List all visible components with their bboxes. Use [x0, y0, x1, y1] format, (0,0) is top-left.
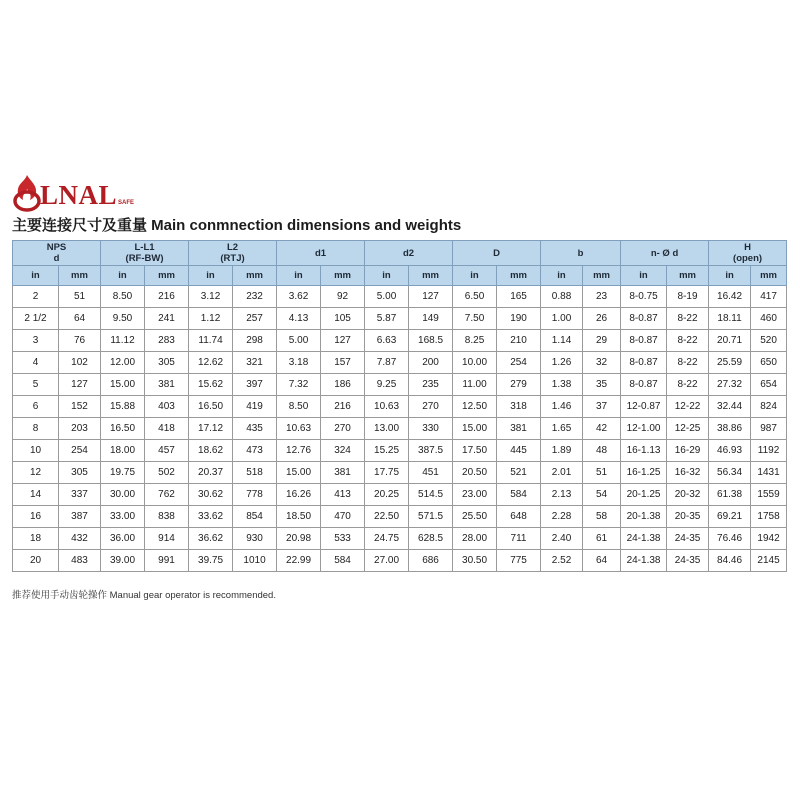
table-cell: 4 [13, 352, 59, 374]
table-cell: 165 [497, 286, 541, 308]
logo-wordmark: LNAL [40, 180, 118, 210]
table-cell: 1.14 [541, 330, 583, 352]
unit-header-mm: mm [233, 266, 277, 286]
table-cell: 824 [751, 396, 787, 418]
unit-header-mm: mm [321, 266, 365, 286]
table-cell: 16.42 [709, 286, 751, 308]
table-cell: 210 [497, 330, 541, 352]
table-cell: 1.65 [541, 418, 583, 440]
table-cell: 584 [321, 550, 365, 572]
table-cell: 502 [145, 462, 189, 484]
column-group-sublabel: (RF-BW) [125, 253, 164, 264]
table-cell: 61.38 [709, 484, 751, 506]
table-cell: 298 [233, 330, 277, 352]
table-cell: 305 [59, 462, 101, 484]
table-cell: 127 [59, 374, 101, 396]
table-cell: 241 [145, 308, 189, 330]
unit-header-in: in [541, 266, 583, 286]
table-cell: 6.63 [365, 330, 409, 352]
table-cell: 76.46 [709, 528, 751, 550]
table-cell: 2.28 [541, 506, 583, 528]
table-cell: 457 [145, 440, 189, 462]
table-cell: 775 [497, 550, 541, 572]
table-cell: 8 [13, 418, 59, 440]
table-cell: 7.50 [453, 308, 497, 330]
column-group-header [541, 241, 621, 266]
table-cell: 1431 [751, 462, 787, 484]
table-cell: 257 [233, 308, 277, 330]
table-body [13, 286, 787, 572]
table-cell: 5.00 [365, 286, 409, 308]
table-cell: 9.25 [365, 374, 409, 396]
column-group-label: n- Ø d [650, 247, 679, 259]
footnote: 推荐使用手动齿轮操作 Manual gear operator is recommended. [12, 590, 276, 601]
column-group-sublabel: d [53, 253, 60, 264]
table-cell: 1.46 [541, 396, 583, 418]
table-cell: 12-22 [667, 396, 709, 418]
table-cell: 12-1.00 [621, 418, 667, 440]
table-cell: 987 [751, 418, 787, 440]
table-cell: 6.50 [453, 286, 497, 308]
table-cell: 18.00 [101, 440, 145, 462]
column-group-label: d2 [402, 247, 415, 259]
table-cell: 36.62 [189, 528, 233, 550]
table-cell: 2 [13, 286, 59, 308]
table-cell: 778 [233, 484, 277, 506]
table-cell: 8.50 [101, 286, 145, 308]
table-cell: 23 [583, 286, 621, 308]
table-row [13, 440, 787, 462]
table-cell: 20.37 [189, 462, 233, 484]
table-cell: 12.00 [101, 352, 145, 374]
table-cell: 8-0.87 [621, 374, 667, 396]
table-cell: 36.00 [101, 528, 145, 550]
table-cell: 46.93 [709, 440, 751, 462]
table-cell: 20-1.25 [621, 484, 667, 506]
table-cell: 20-1.38 [621, 506, 667, 528]
table-cell: 13.00 [365, 418, 409, 440]
table-cell: 8.25 [453, 330, 497, 352]
table-cell: 8-0.75 [621, 286, 667, 308]
table-cell: 12.50 [453, 396, 497, 418]
column-group-header [13, 241, 101, 266]
unit-header-mm: mm [497, 266, 541, 286]
table-cell: 190 [497, 308, 541, 330]
table-cell: 23.00 [453, 484, 497, 506]
table-cell: 15.00 [101, 374, 145, 396]
table-cell: 16.50 [189, 396, 233, 418]
table-cell: 92 [321, 286, 365, 308]
column-group-header [101, 241, 189, 266]
table-cell: 337 [59, 484, 101, 506]
table-cell: 435 [233, 418, 277, 440]
group-header-row [13, 241, 787, 266]
table-cell: 2.40 [541, 528, 583, 550]
table-cell: 39.00 [101, 550, 145, 572]
unit-header-in: in [621, 266, 667, 286]
unit-header-mm: mm [409, 266, 453, 286]
unit-header-mm: mm [751, 266, 787, 286]
table-cell: 216 [321, 396, 365, 418]
table-cell: 69.21 [709, 506, 751, 528]
table-cell: 3.62 [277, 286, 321, 308]
table-cell: 15.62 [189, 374, 233, 396]
table-cell: 4.13 [277, 308, 321, 330]
table-cell: 397 [233, 374, 277, 396]
table-cell: 27.32 [709, 374, 751, 396]
table-cell: 11.00 [453, 374, 497, 396]
table-cell: 381 [145, 374, 189, 396]
unit-header-in: in [453, 266, 497, 286]
flame-ring-icon [12, 172, 42, 212]
table-cell: 16-32 [667, 462, 709, 484]
table-cell: 2 1/2 [13, 308, 59, 330]
table-cell: 127 [321, 330, 365, 352]
table-cell: 157 [321, 352, 365, 374]
table-cell: 20.25 [365, 484, 409, 506]
table-cell: 584 [497, 484, 541, 506]
table-cell: 25.59 [709, 352, 751, 374]
table-cell: 22.50 [365, 506, 409, 528]
column-group-header [189, 241, 277, 266]
table-cell: 1942 [751, 528, 787, 550]
table-cell: 686 [409, 550, 453, 572]
table-cell: 5.87 [365, 308, 409, 330]
table-cell: 27.00 [365, 550, 409, 572]
table-cell: 76 [59, 330, 101, 352]
table-row [13, 484, 787, 506]
table-cell: 15.00 [453, 418, 497, 440]
table-cell: 381 [497, 418, 541, 440]
unit-header-in: in [13, 266, 59, 286]
table-cell: 283 [145, 330, 189, 352]
table-cell: 9.50 [101, 308, 145, 330]
table-cell: 20.98 [277, 528, 321, 550]
table-cell: 30.00 [101, 484, 145, 506]
table-cell: 22.99 [277, 550, 321, 572]
unit-header-mm: mm [59, 266, 101, 286]
table-row [13, 418, 787, 440]
table-cell: 1559 [751, 484, 787, 506]
table-cell: 2.52 [541, 550, 583, 572]
table-cell: 520 [751, 330, 787, 352]
table-cell: 10.63 [365, 396, 409, 418]
table-cell: 102 [59, 352, 101, 374]
table-cell: 470 [321, 506, 365, 528]
table-cell: 838 [145, 506, 189, 528]
table-cell: 20-35 [667, 506, 709, 528]
table-cell: 51 [59, 286, 101, 308]
table-cell: 38.86 [709, 418, 751, 440]
table-cell: 0.88 [541, 286, 583, 308]
table-cell: 1.38 [541, 374, 583, 396]
table-cell: 2.13 [541, 484, 583, 506]
table-cell: 1010 [233, 550, 277, 572]
table-cell: 48 [583, 440, 621, 462]
table-cell: 305 [145, 352, 189, 374]
table-cell: 186 [321, 374, 365, 396]
table-cell: 15.88 [101, 396, 145, 418]
table-cell: 28.00 [453, 528, 497, 550]
table-cell: 3.18 [277, 352, 321, 374]
table-cell: 17.75 [365, 462, 409, 484]
unit-header-in: in [277, 266, 321, 286]
table-cell: 1.26 [541, 352, 583, 374]
table-row [13, 528, 787, 550]
table-cell: 1.12 [189, 308, 233, 330]
table-cell: 11.74 [189, 330, 233, 352]
table-cell: 518 [233, 462, 277, 484]
table-cell: 24.75 [365, 528, 409, 550]
column-group-sublabel: (RTJ) [220, 253, 245, 264]
table-row [13, 506, 787, 528]
column-group-label: d1 [314, 247, 327, 259]
table-cell: 20.71 [709, 330, 751, 352]
table-cell: 64 [59, 308, 101, 330]
table-cell: 571.5 [409, 506, 453, 528]
table-cell: 403 [145, 396, 189, 418]
table-cell: 321 [233, 352, 277, 374]
page-title: 主要连接尺寸及重量 Main conmnection dimensions and weights [12, 217, 462, 234]
table-cell: 16-1.13 [621, 440, 667, 462]
table-cell: 30.62 [189, 484, 233, 506]
table-cell: 11.12 [101, 330, 145, 352]
table-cell: 533 [321, 528, 365, 550]
table-cell: 235 [409, 374, 453, 396]
table-cell: 19.75 [101, 462, 145, 484]
table-cell: 8-0.87 [621, 330, 667, 352]
table-cell: 17.12 [189, 418, 233, 440]
table-cell: 10.63 [277, 418, 321, 440]
table-cell: 2145 [751, 550, 787, 572]
table-cell: 381 [321, 462, 365, 484]
table-cell: 39.75 [189, 550, 233, 572]
table-cell: 451 [409, 462, 453, 484]
table-cell: 417 [751, 286, 787, 308]
column-group-label: b [577, 247, 584, 259]
table-cell: 991 [145, 550, 189, 572]
table-cell: 16.50 [101, 418, 145, 440]
column-group-label: D [493, 247, 500, 259]
table-cell: 5 [13, 374, 59, 396]
table-cell: 12-0.87 [621, 396, 667, 418]
table-cell: 20.50 [453, 462, 497, 484]
table-cell: 514.5 [409, 484, 453, 506]
table-cell: 56.34 [709, 462, 751, 484]
column-group-label: NPS [46, 242, 67, 253]
table-cell: 12 [13, 462, 59, 484]
table-cell: 1.00 [541, 308, 583, 330]
table-cell: 26 [583, 308, 621, 330]
unit-header-in: in [365, 266, 409, 286]
table-cell: 15.00 [277, 462, 321, 484]
table-cell: 84.46 [709, 550, 751, 572]
table-cell: 387.5 [409, 440, 453, 462]
table-cell: 200 [409, 352, 453, 374]
table-row [13, 462, 787, 484]
table-cell: 51 [583, 462, 621, 484]
table-cell: 152 [59, 396, 101, 418]
table-cell: 12.76 [277, 440, 321, 462]
table-cell: 33.62 [189, 506, 233, 528]
unit-header-in: in [101, 266, 145, 286]
table-cell: 18.11 [709, 308, 751, 330]
column-group-label: H [744, 242, 751, 253]
column-group-header [709, 241, 787, 266]
table-cell: 16.26 [277, 484, 321, 506]
table-cell: 18.50 [277, 506, 321, 528]
table-cell: 10.00 [453, 352, 497, 374]
table-cell: 16 [13, 506, 59, 528]
unit-header-mm: mm [145, 266, 189, 286]
column-group-label: L2 [226, 242, 239, 253]
table-cell: 29 [583, 330, 621, 352]
table-row [13, 286, 787, 308]
table-cell: 64 [583, 550, 621, 572]
table-cell: 37 [583, 396, 621, 418]
table-cell: 12-25 [667, 418, 709, 440]
table-cell: 30.50 [453, 550, 497, 572]
table-cell: 149 [409, 308, 453, 330]
table-cell: 7.32 [277, 374, 321, 396]
column-group-label: L-L1 [134, 242, 155, 253]
table-cell: 16-1.25 [621, 462, 667, 484]
table-cell: 1.89 [541, 440, 583, 462]
table-cell: 648 [497, 506, 541, 528]
table-cell: 168.5 [409, 330, 453, 352]
table-cell: 35 [583, 374, 621, 396]
table-cell: 8-0.87 [621, 308, 667, 330]
table-cell: 2.01 [541, 462, 583, 484]
table-cell: 270 [321, 418, 365, 440]
table-cell: 61 [583, 528, 621, 550]
table-cell: 854 [233, 506, 277, 528]
table-cell: 460 [751, 308, 787, 330]
table-cell: 930 [233, 528, 277, 550]
table-cell: 413 [321, 484, 365, 506]
table-cell: 24-1.38 [621, 528, 667, 550]
table-cell: 15.25 [365, 440, 409, 462]
logo-subtext: SAFE [118, 200, 135, 206]
table-row [13, 352, 787, 374]
table-cell: 10 [13, 440, 59, 462]
table-cell: 24-35 [667, 550, 709, 572]
table-cell: 12.62 [189, 352, 233, 374]
table-cell: 54 [583, 484, 621, 506]
table-cell: 387 [59, 506, 101, 528]
table-cell: 8-22 [667, 330, 709, 352]
table-cell: 8-19 [667, 286, 709, 308]
table-cell: 25.50 [453, 506, 497, 528]
table-cell: 8-22 [667, 352, 709, 374]
unit-header-mm: mm [667, 266, 709, 286]
table-cell: 330 [409, 418, 453, 440]
table-cell: 8-0.87 [621, 352, 667, 374]
unit-header-mm: mm [583, 266, 621, 286]
table-cell: 8-22 [667, 374, 709, 396]
dimensions-table [12, 240, 787, 572]
table-cell: 473 [233, 440, 277, 462]
table-cell: 24-1.38 [621, 550, 667, 572]
table-cell: 5.00 [277, 330, 321, 352]
table-cell: 650 [751, 352, 787, 374]
table-cell: 483 [59, 550, 101, 572]
table-cell: 20 [13, 550, 59, 572]
unit-header-row [13, 266, 787, 286]
table-cell: 18.62 [189, 440, 233, 462]
table-cell: 628.5 [409, 528, 453, 550]
table-cell: 8-22 [667, 308, 709, 330]
table-cell: 232 [233, 286, 277, 308]
table-cell: 203 [59, 418, 101, 440]
table-cell: 521 [497, 462, 541, 484]
table-cell: 445 [497, 440, 541, 462]
table-cell: 127 [409, 286, 453, 308]
table-cell: 33.00 [101, 506, 145, 528]
table-row [13, 374, 787, 396]
table-cell: 6 [13, 396, 59, 418]
table-cell: 8.50 [277, 396, 321, 418]
table-cell: 418 [145, 418, 189, 440]
table-cell: 270 [409, 396, 453, 418]
table-row [13, 396, 787, 418]
table-cell: 324 [321, 440, 365, 462]
table-cell: 24-35 [667, 528, 709, 550]
table-cell: 254 [59, 440, 101, 462]
column-group-header [277, 241, 365, 266]
column-group-header [453, 241, 541, 266]
table-cell: 318 [497, 396, 541, 418]
table-cell: 42 [583, 418, 621, 440]
table-cell: 14 [13, 484, 59, 506]
table-cell: 216 [145, 286, 189, 308]
table-cell: 3.12 [189, 286, 233, 308]
unit-header-in: in [709, 266, 751, 286]
unit-header-in: in [189, 266, 233, 286]
table-cell: 762 [145, 484, 189, 506]
table-cell: 914 [145, 528, 189, 550]
table-cell: 419 [233, 396, 277, 418]
table-cell: 711 [497, 528, 541, 550]
table-row [13, 308, 787, 330]
table-cell: 279 [497, 374, 541, 396]
table-cell: 254 [497, 352, 541, 374]
table-cell: 3 [13, 330, 59, 352]
table-cell: 7.87 [365, 352, 409, 374]
column-group-header [621, 241, 709, 266]
table-cell: 32.44 [709, 396, 751, 418]
brand-logo [12, 168, 134, 212]
table-cell: 17.50 [453, 440, 497, 462]
table-cell: 58 [583, 506, 621, 528]
table-row [13, 550, 787, 572]
table-cell: 16-29 [667, 440, 709, 462]
table-row [13, 330, 787, 352]
table-cell: 18 [13, 528, 59, 550]
table-cell: 1192 [751, 440, 787, 462]
table-cell: 105 [321, 308, 365, 330]
table-cell: 32 [583, 352, 621, 374]
table-cell: 1758 [751, 506, 787, 528]
table-cell: 432 [59, 528, 101, 550]
table-cell: 20-32 [667, 484, 709, 506]
column-group-sublabel: (open) [733, 253, 763, 264]
table-cell: 654 [751, 374, 787, 396]
column-group-header [365, 241, 453, 266]
